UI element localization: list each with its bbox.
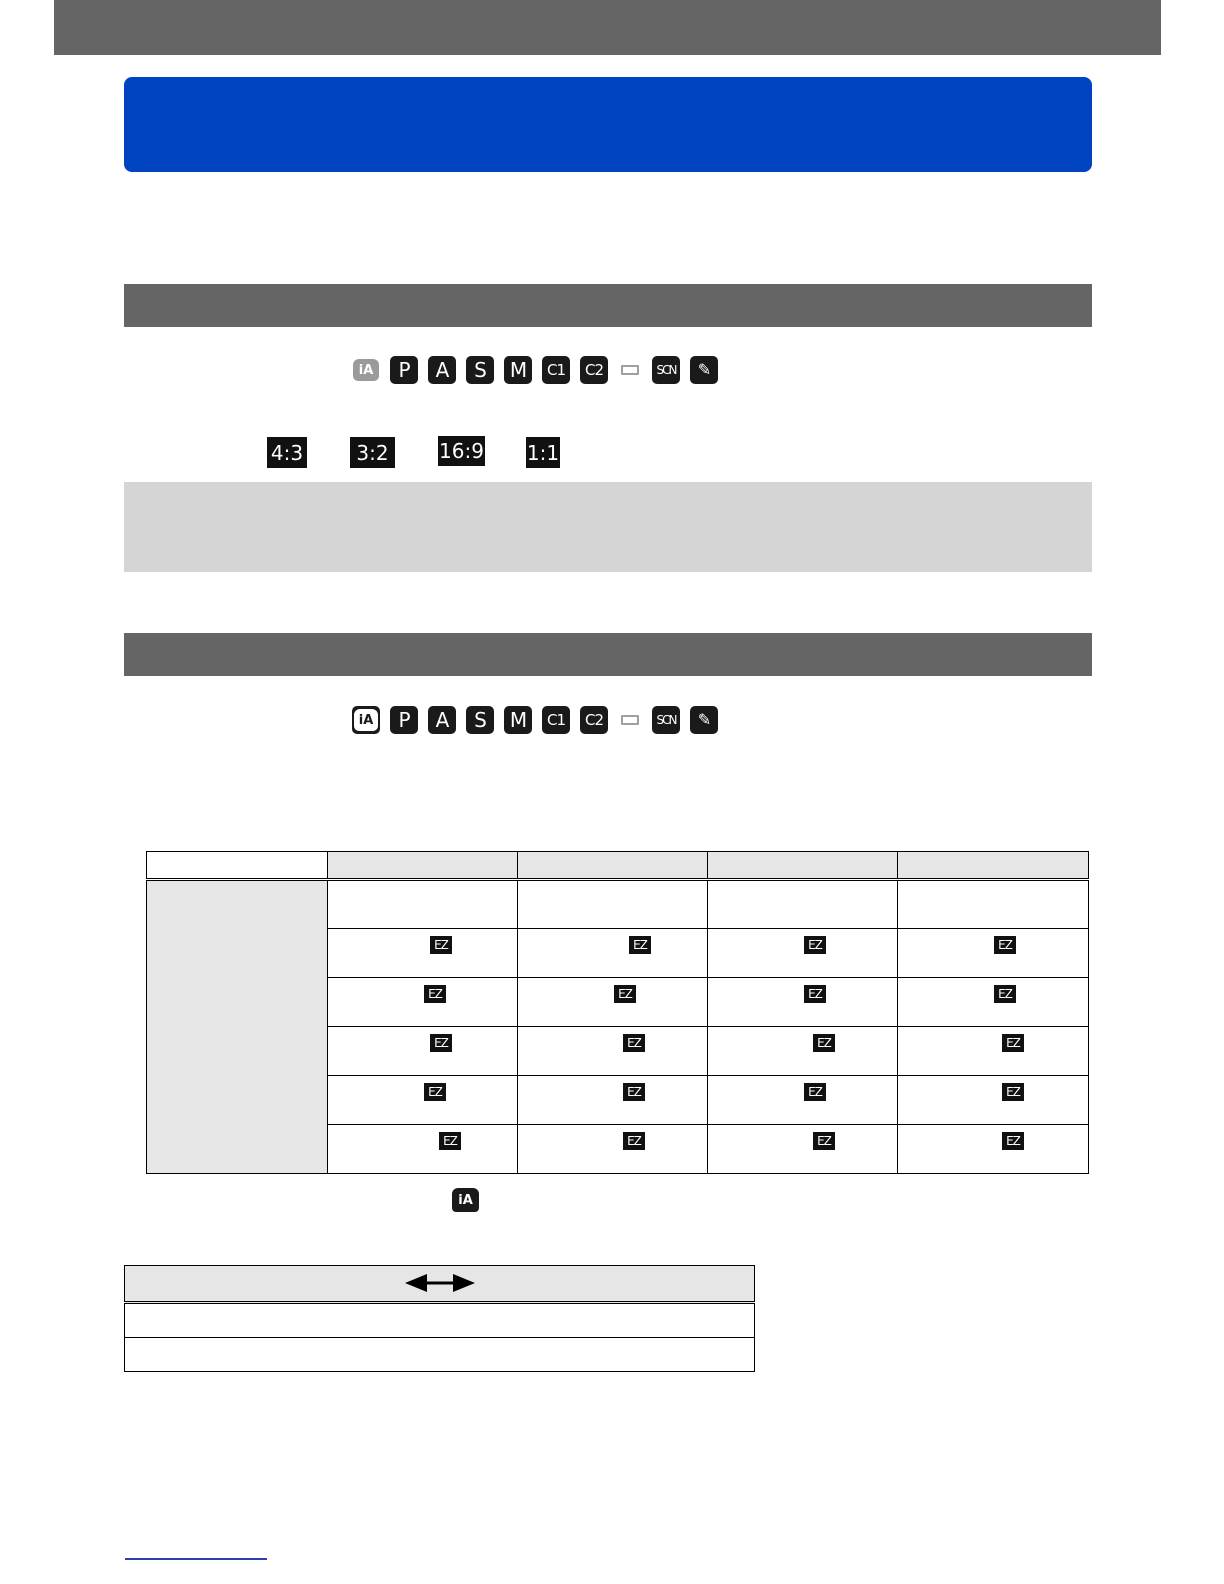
table-cell [708,929,898,978]
applicable-modes-row-1 [352,356,728,384]
intelligent-auto-icon: iA [352,356,380,384]
manual-mode-icon: M [504,706,532,734]
footer-link-underline[interactable] [125,1558,267,1560]
table-cell [898,929,1089,978]
intelligent-auto-icon: iA [352,706,380,734]
table-cell [708,978,898,1027]
custom2-icon: C2 [580,706,608,734]
program-mode-icon: P [390,356,418,384]
extended-zoom-icon: EZ [1002,1083,1024,1101]
panorama-icon [618,706,642,734]
table-cell [125,1338,755,1372]
table-cell [328,1076,518,1125]
scene-mode-icon: SCN [652,356,680,384]
extended-zoom-icon: EZ [804,985,826,1003]
creative-control-icon: ✎ [690,706,718,734]
table-header-cell [898,852,1089,880]
aspect-4-3-icon: 4:3 [267,437,307,468]
aspect-3-2-icon: 3:2 [350,437,395,468]
table-header-cell [328,852,518,880]
extended-zoom-icon: EZ [623,1034,645,1052]
top-header-bar [54,0,1161,55]
section-heading-bar-zoom [124,633,1092,676]
extended-zoom-icon: EZ [1002,1034,1024,1052]
panorama-icon [618,356,642,384]
extended-zoom-icon: EZ [623,1132,645,1150]
table-cell [708,1027,898,1076]
extended-zoom-icon: EZ [430,936,452,954]
table-header-cell [125,1266,755,1303]
table-cell [518,978,708,1027]
program-mode-icon: P [390,706,418,734]
extended-zoom-icon: EZ [629,936,651,954]
aspect-16-9-icon: 16:9 [438,436,485,466]
extended-zoom-icon: EZ [439,1132,461,1150]
table-cell [518,1076,708,1125]
custom2-icon: C2 [580,356,608,384]
applicable-modes-row-2 [352,706,728,734]
manual-mode-icon: M [504,356,532,384]
extended-zoom-icon: EZ [813,1132,835,1150]
table-header-cell [147,852,328,880]
extended-zoom-icon: EZ [424,1083,446,1101]
table-cell [898,978,1089,1027]
table-row [125,1338,755,1372]
table-cell [328,880,518,929]
extended-zoom-icon: EZ [994,936,1016,954]
table-cell [898,880,1089,929]
table-row [147,880,1089,929]
table-cell [898,1125,1089,1174]
zoom-ratio-table [146,851,1089,1174]
extended-zoom-icon: EZ [1002,1132,1024,1150]
table-row-header [147,880,328,1174]
table-cell [328,1027,518,1076]
table-row [125,1303,755,1338]
note-box [124,482,1092,572]
aspect-1-1-icon: 1:1 [526,437,560,468]
extended-zoom-icon: EZ [804,936,826,954]
table-cell [328,978,518,1027]
double-arrow-icon [405,1274,475,1292]
aperture-priority-icon: A [428,356,456,384]
table-cell [708,1076,898,1125]
extended-zoom-icon: EZ [994,985,1016,1003]
zoom-range-table [124,1265,755,1372]
extended-zoom-icon: EZ [813,1034,835,1052]
intelligent-auto-icon: iA [452,1188,479,1212]
scene-mode-icon: SCN [652,706,680,734]
custom1-icon: C1 [542,706,570,734]
shutter-priority-icon: S [466,706,494,734]
extended-zoom-icon: EZ [623,1083,645,1101]
page-title-box [124,77,1092,172]
extended-zoom-icon: EZ [424,985,446,1003]
table-cell [708,1125,898,1174]
custom1-icon: C1 [542,356,570,384]
table-cell [518,929,708,978]
table-header-cell [518,852,708,880]
table-header-row [125,1266,755,1303]
table-header-cell [708,852,898,880]
extended-zoom-icon: EZ [430,1034,452,1052]
table-cell [518,1027,708,1076]
shutter-priority-icon: S [466,356,494,384]
table-cell [328,929,518,978]
section-heading-bar-aspect-ratio [124,284,1092,327]
extended-zoom-icon: EZ [614,985,636,1003]
table-cell [125,1303,755,1338]
aperture-priority-icon: A [428,706,456,734]
table-cell [518,880,708,929]
extended-zoom-icon: EZ [804,1083,826,1101]
creative-control-icon: ✎ [690,356,718,384]
table-cell [898,1076,1089,1125]
table-cell [518,1125,708,1174]
table-cell [708,880,898,929]
table-cell [328,1125,518,1174]
table-header-row [147,852,1089,880]
table-cell [898,1027,1089,1076]
